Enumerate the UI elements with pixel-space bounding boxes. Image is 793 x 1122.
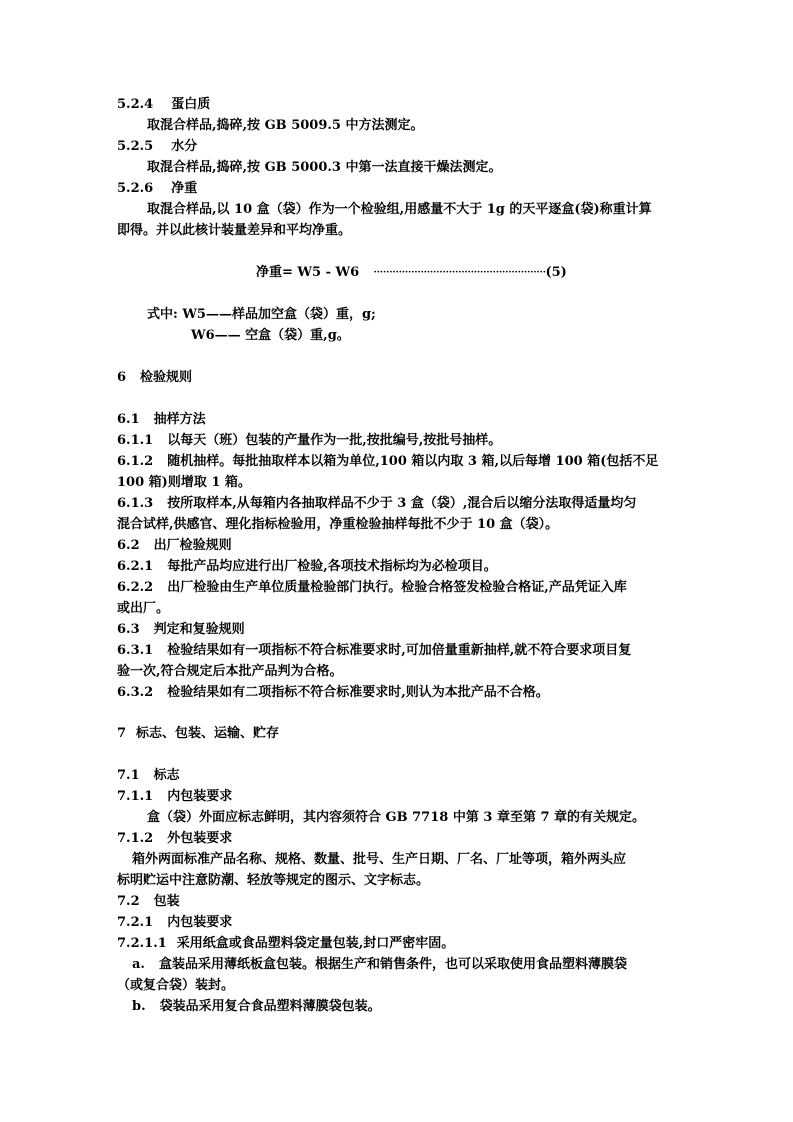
subsection-heading xyxy=(117,788,232,805)
clause-title: 内包装要求 xyxy=(167,915,233,930)
paragraph: 取混合样品,捣碎,按 GB 5000.3 中第一法直接干燥法测定。 xyxy=(147,160,502,175)
formula-expression: 净重= W5 - W6 xyxy=(256,265,360,280)
section-title: 蛋白质 xyxy=(171,97,211,112)
section-heading xyxy=(117,537,232,554)
clause-number: 7.2.1 xyxy=(117,915,154,930)
chapter-number: 6 xyxy=(117,370,127,385)
subsection-heading xyxy=(117,914,232,931)
section-number: 5.2.4 xyxy=(117,97,154,112)
clause-text: 采用纸盒或食品塑料袋定量包装,封口严密牢固。 xyxy=(176,936,455,951)
section-title: 水分 xyxy=(171,139,198,154)
clause-number: 6.1.3 xyxy=(117,496,154,511)
clause xyxy=(117,579,627,596)
section-title: 抽样方法 xyxy=(153,412,206,427)
paragraph-line: 取混合样品,以 10 盒（袋）作为一个检验组,用感量不大于 1g 的天平逐盒(袋)称重计算 xyxy=(147,202,652,217)
clause-number: 7.1.2 xyxy=(117,831,154,846)
formula xyxy=(256,264,567,281)
section-heading xyxy=(117,411,206,428)
clause xyxy=(117,642,631,659)
clause xyxy=(117,684,549,701)
section-number: 7.2 xyxy=(117,894,140,909)
clause-number: 6.1.1 xyxy=(117,433,154,448)
section-heading xyxy=(117,767,180,784)
clause-number: 6.1.2 xyxy=(117,454,154,469)
section-heading xyxy=(117,893,180,910)
formula-leader-dots: ······················································· xyxy=(373,265,546,280)
section-heading xyxy=(117,138,197,155)
clause-number: 6.2.2 xyxy=(117,580,154,595)
paragraph: 取混合样品,捣碎,按 GB 5009.5 中方法测定。 xyxy=(147,118,424,133)
clause xyxy=(117,935,454,952)
formula-number: (5) xyxy=(545,265,567,280)
section-heading xyxy=(117,96,210,113)
chapter-title: 检验规则 xyxy=(140,370,193,385)
section-title: 标志 xyxy=(153,768,180,783)
section-heading xyxy=(117,180,197,197)
clause-continuation: 验一次,符合规定后本批产品判为合格。 xyxy=(117,664,343,679)
list-item-continuation: （或复合袋）装封。 xyxy=(117,978,235,993)
clause-title: 内包装要求 xyxy=(167,789,233,804)
section-number: 6.3 xyxy=(117,622,140,637)
clause-number: 6.3.1 xyxy=(117,643,154,658)
section-title: 包装 xyxy=(153,894,180,909)
clause-text: 随机抽样。每批抽取样本以箱为单位,100 箱以内取 3 箱,以后每增 100 箱(包括不足 xyxy=(167,454,659,469)
paragraph: 盒（袋）外面应标志鲜明，其内容须符合 GB 7718 中第 3 章至第 7 章的有关规定。 xyxy=(147,810,646,825)
paragraph-line: 标明贮运中注意防潮、轻放等规定的图示、文字标志。 xyxy=(117,873,430,888)
list-marker: a. xyxy=(132,957,145,972)
chapter-title: 标志、包装、运输、贮存 xyxy=(136,726,280,741)
subsection-heading xyxy=(117,830,232,847)
chapter-number: 7 xyxy=(117,726,127,741)
clause-title: 外包装要求 xyxy=(167,831,233,846)
clause-text: 出厂检验由生产单位质量检验部门执行。检验合格签发检验合格证,产品凭证入库 xyxy=(167,580,627,595)
section-number: 6.2 xyxy=(117,538,140,553)
list-item-text: 袋装品采用复合食品塑料薄膜袋包装。 xyxy=(159,999,381,1014)
section-number: 6.1 xyxy=(117,412,140,427)
section-number: 7.1 xyxy=(117,768,140,783)
clause-continuation: 100 箱)则增取 1 箱。 xyxy=(117,475,251,490)
formula-where-line: 式中: W5——样品加空盒（袋）重，g; xyxy=(147,307,376,322)
list-item-text: 盒装品采用薄纸板盒包装。根据生产和销售条件，也可以采取使用食品塑料薄膜袋 xyxy=(158,957,627,972)
chapter-heading xyxy=(117,369,192,386)
clause xyxy=(117,453,658,470)
clause xyxy=(117,432,501,449)
clause xyxy=(117,495,636,512)
list-item-a xyxy=(132,956,627,973)
clause-text: 检验结果如有二项指标不符合标准要求时,则认为本批产品不合格。 xyxy=(167,685,549,700)
list-item-b xyxy=(132,998,381,1015)
clause-continuation: 或出厂。 xyxy=(117,601,170,616)
clause-text: 每批产品均应进行出厂检验,各项技术指标均为必检项目。 xyxy=(167,559,497,574)
paragraph-line: 箱外两面标准产品名称、规格、数量、批号、生产日期、厂名、厂址等项，箱外两头应 xyxy=(132,852,627,867)
clause-number: 7.1.1 xyxy=(117,789,154,804)
clause-number: 6.3.2 xyxy=(117,685,154,700)
clause-continuation: 混合试样,供感官、理化指标检验用，净重检验抽样每批不少于 10 盒（袋）。 xyxy=(117,517,559,532)
formula-where-line: W6—— 空盒（袋）重,g。 xyxy=(191,328,350,343)
clause-number: 6.2.1 xyxy=(117,559,154,574)
section-number: 5.2.6 xyxy=(117,181,154,196)
paragraph-line: 即得。并以此核计装量差异和平均净重。 xyxy=(117,223,352,238)
clause-text: 以每天（班）包装的产量作为一批,按批编号,按批号抽样。 xyxy=(167,433,502,448)
section-title: 净重 xyxy=(171,181,198,196)
chapter-heading xyxy=(117,725,279,742)
section-number: 5.2.5 xyxy=(117,139,154,154)
section-title: 出厂检验规则 xyxy=(153,538,232,553)
list-marker: b. xyxy=(132,999,146,1014)
clause-number: 7.2.1.1 xyxy=(117,936,167,951)
section-title: 判定和复验规则 xyxy=(153,622,245,637)
clause-text: 检验结果如有一项指标不符合标准要求时,可加倍量重新抽样,就不符合要求项目复 xyxy=(167,643,632,658)
clause-text: 按所取样本,从每箱内各抽取样品不少于 3 盒（袋）,混合后以缩分法取得适量均匀 xyxy=(167,496,637,511)
clause xyxy=(117,558,497,575)
section-heading xyxy=(117,621,245,638)
